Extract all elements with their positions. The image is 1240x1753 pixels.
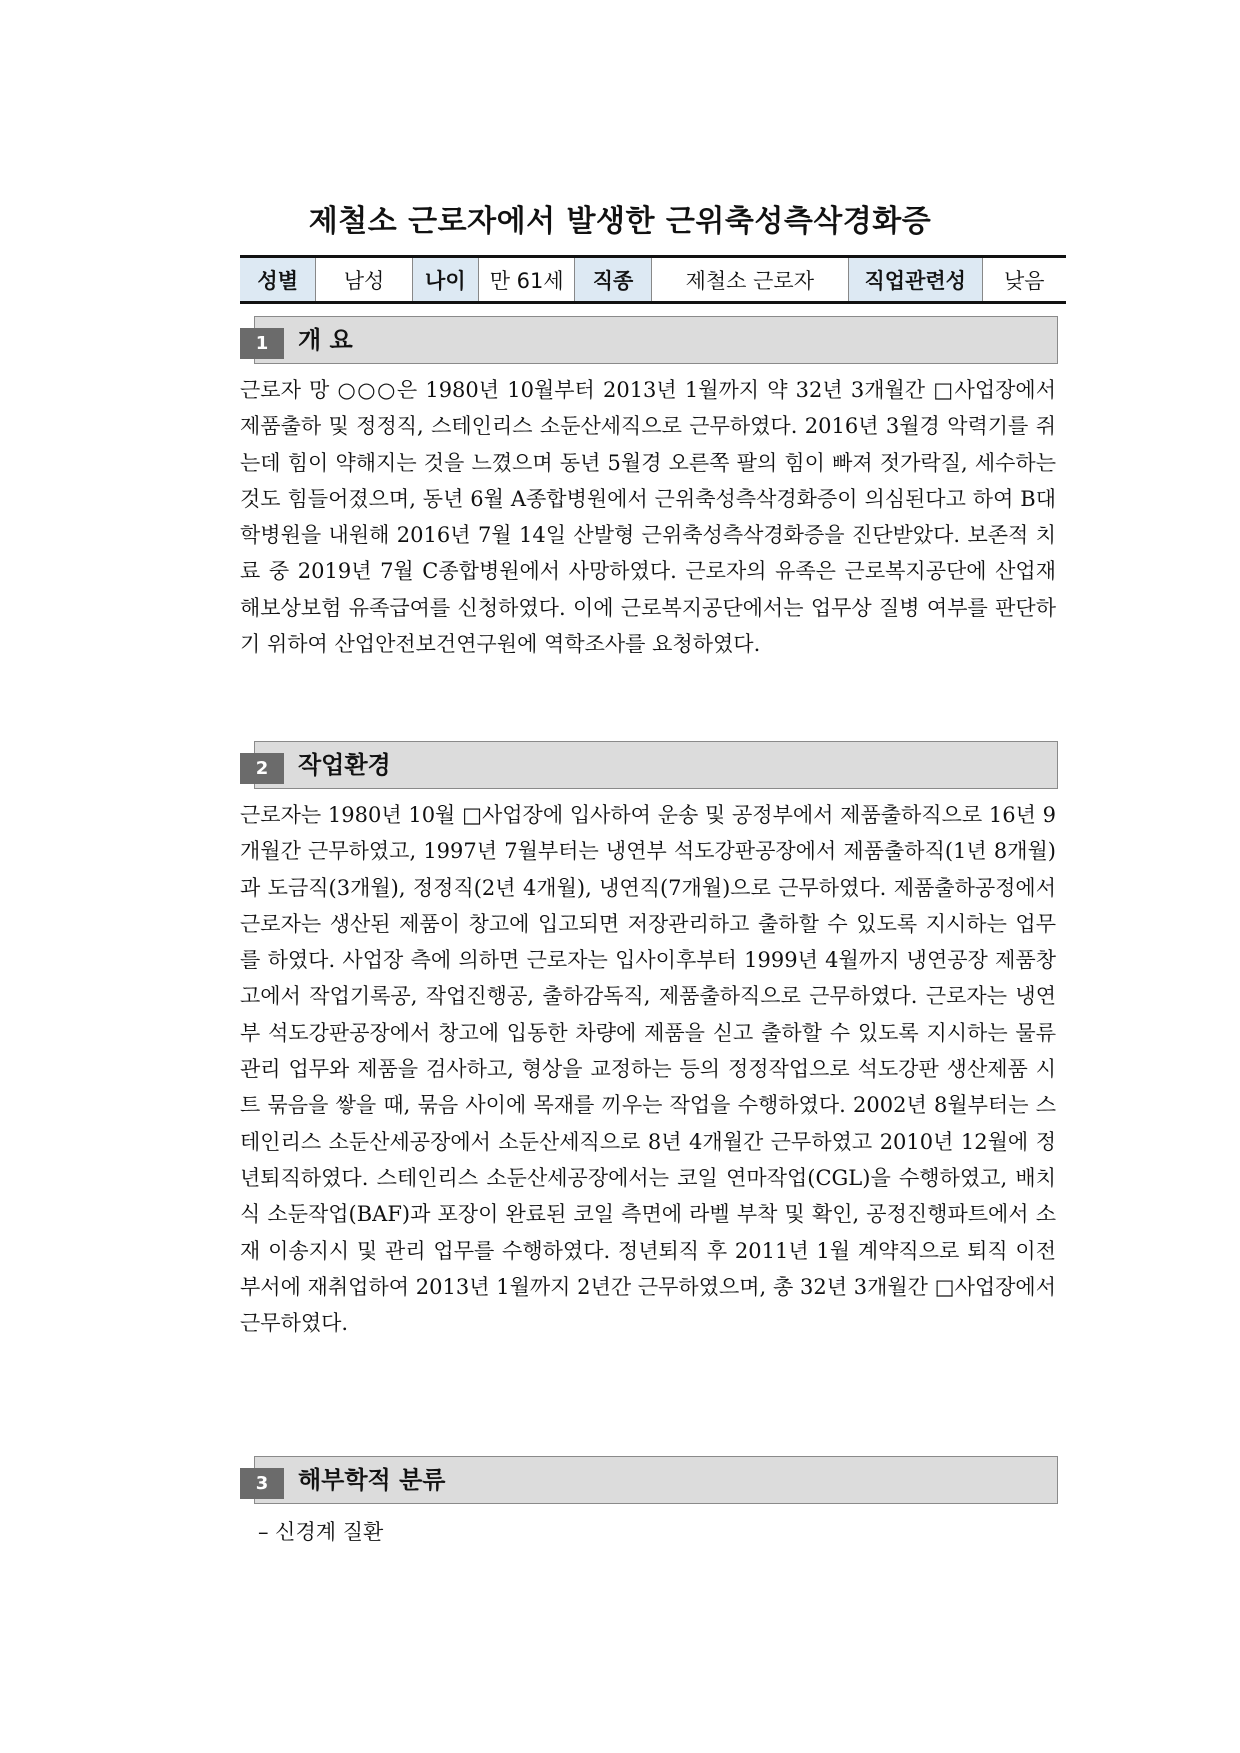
section-heading: 작업환경 (298, 751, 391, 779)
gender-value: 남성 (316, 257, 412, 303)
age-label: 나이 (412, 257, 479, 303)
section-body-overview: 근로자 망 ○○○은 1980년 10월부터 2013년 1월까지 약 32년 3개월간 □사업장에서 제품출하 및 정정직, 스테인리스 소둔산세직으로 근무하였다. 2016년 3월경 악력기를 쥐는데 힘이 약해지는 것을 느꼈으며 동년 5월경 오른쪽 팔의 힘이 빠져 젓가락질, 세수하는 것도 힘들어졌으며, 동년 6월 A종합병원에서 근위축성측삭경화증이 의심된다고 하여 B대학병원을 내원해 2016년 7월 14일 산발형 근위축성측삭경화증을 진단받았다. 보존적 치료 중 2019년 7월 C종합병원에서 사망하였다. 근로자의 유족은 근로복지공단에 산업재해보상보험 유족급여를 신청하였다. 이에 근로복지공단에서는 업무상 질병 여부를 판단하기 위하여 산업안전보건연구원에 역학조사를 요청하였다. (240, 378, 1056, 657)
section-heading: 해부학적 분류 (298, 1466, 446, 1494)
section-header-overview (240, 316, 1058, 364)
case-info-table (240, 255, 1066, 304)
job-value: 제철소 근로자 (651, 257, 848, 303)
gender-label: 성별 (240, 257, 316, 303)
section-number: 3 (240, 1468, 284, 1499)
section-body-work-environment: 근로자는 1980년 10월 □사업장에 입사하여 운송 및 공정부에서 제품출하직으로 16년 9개월간 근무하였고, 1997년 7월부터는 냉연부 석도강판공장에서 제품출하직(1년 8개월)과 도금직(3개월), 정정직(2년 4개월), 냉연직(7개월)으로 근무하였다. 제품출하공정에서 근로자는 생산된 제품이 창고에 입고되면 저장관리하고 출하할 수 있도록 지시하는 업무를 하였다. 사업장 측에 의하면 근로자는 입사이후부터 1999년 4월까지 냉연공장 제품창고에서 작업기록공, 작업진행공, 출하감독직, 제품출하직으로 근무하였다. 근로자는 냉연부 석도강판공장에서 창고에 입동한 차량에 제품을 싣고 출하할 수 있도록 지시하는 물류관리 업무와 제품을 검사하고, 형상을 교정하는 등의 정정작업으로 석도강판 생산제품 시트 묶음을 쌓을 때, 묶음 사이에 목재를 끼우는 작업을 수행하였다. 2002년 8월부터는 스테인리스 소둔산세공장에서 소둔산세직으로 8년 4개월간 근무하였고 2010년 12월에 정년퇴직하였다. 스테인리스 소둔산세공장에서는 코일 연마작업(CGL)을 수행하였고, 배치식 소둔작업(BAF)과 포장이 완료된 코일 측면에 라벨 부착 및 확인, 공정진행파트에서 소재 이송지시 및 관리 업무를 수행하였다. 정년퇴직 후 2011년 1월 계약직으로 퇴직 이전 부서에 재취업하여 2013년 1월까지 2년간 근무하였으며, 총 32년 3개월간 □사업장에서 근무하였다. (240, 803, 1056, 1336)
section-number: 1 (240, 328, 284, 359)
relevance-label: 직업관련성 (848, 257, 982, 303)
section-header-bar (254, 316, 1058, 364)
section-header-work-environment (240, 741, 1058, 789)
document-title: 제철소 근로자에서 발생한 근위축성측삭경화증 (308, 204, 932, 239)
relevance-value: 낮음 (982, 257, 1066, 303)
section-header-anatomical-classification (240, 1456, 1058, 1504)
job-label: 직종 (575, 257, 651, 303)
age-value: 만 61세 (479, 257, 575, 303)
section-heading: 개 요 (298, 326, 353, 354)
case-info-row (240, 257, 1066, 303)
section-number: 2 (240, 753, 284, 784)
classification-bullet: – 신경계 질환 (258, 1520, 384, 1544)
